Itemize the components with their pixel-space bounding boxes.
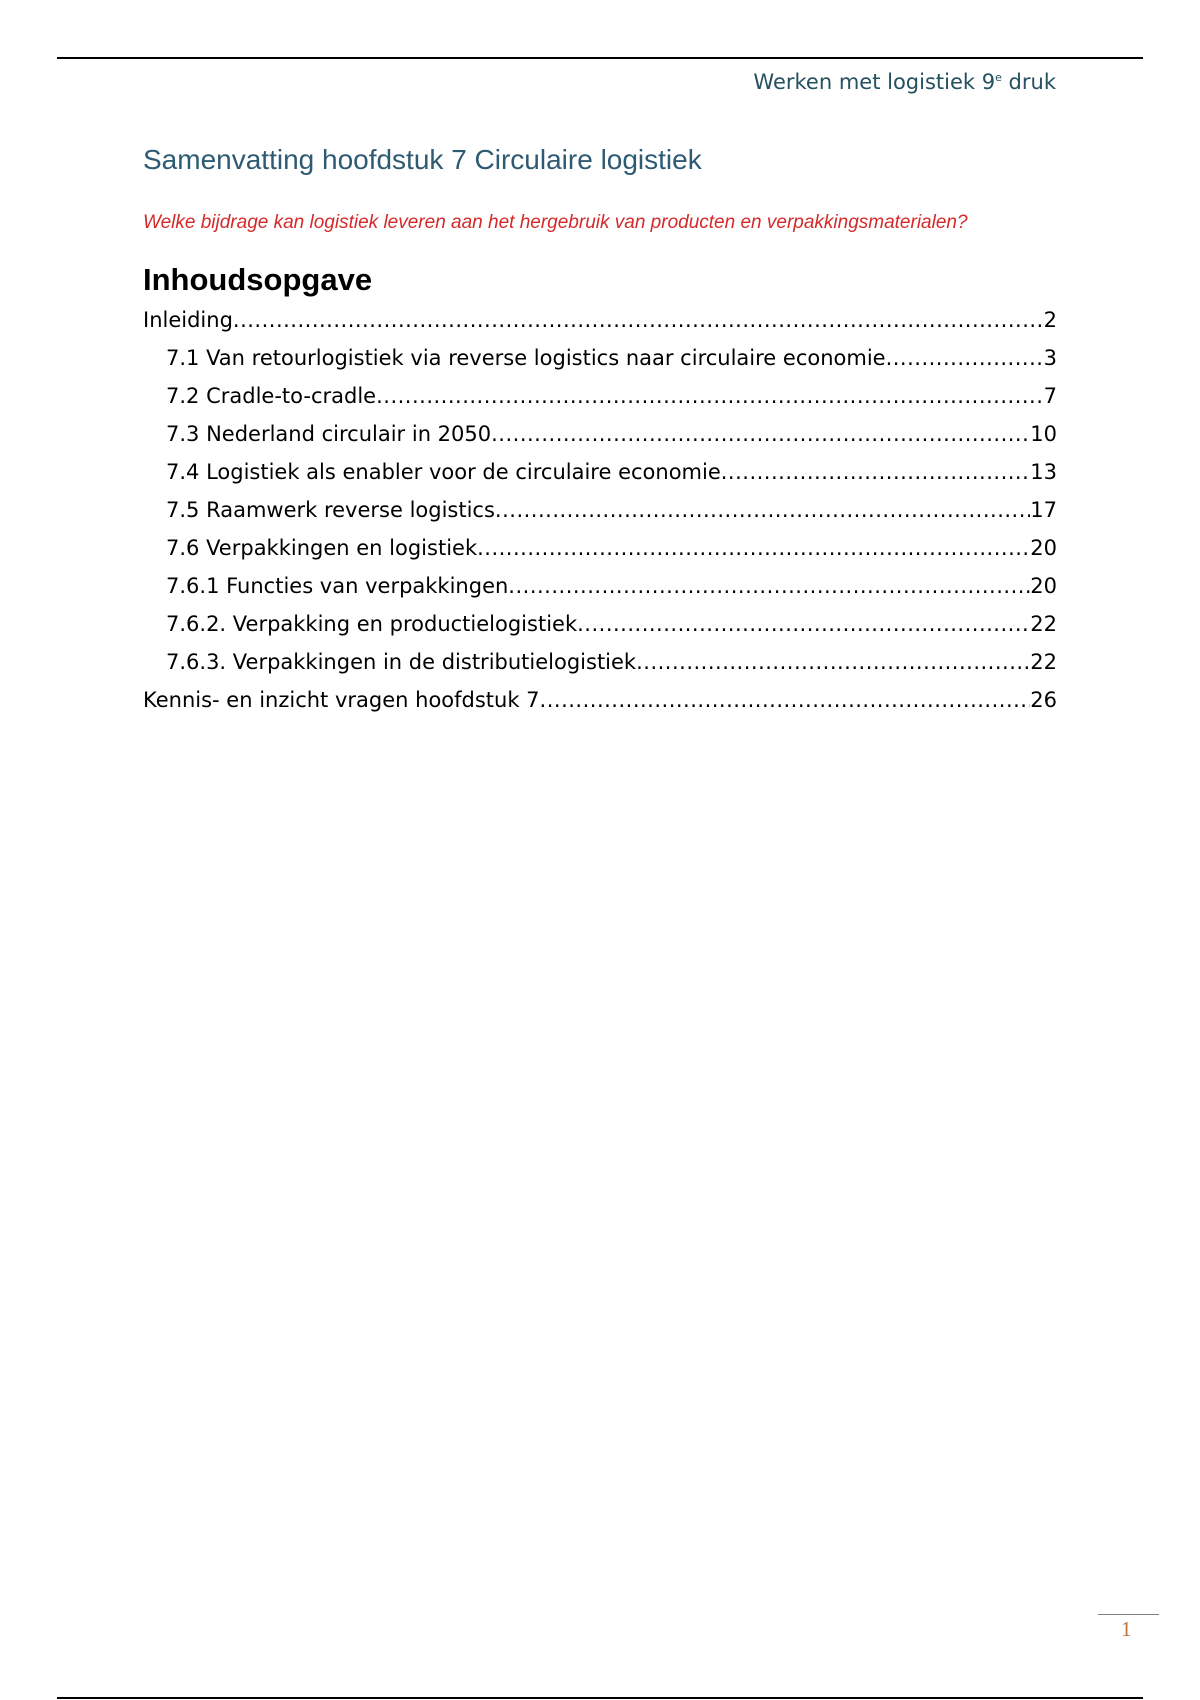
toc-entry[interactable] <box>143 688 1057 726</box>
toc-entry-label: 7.3 Nederland circulair in 2050 <box>166 422 492 446</box>
toc-entry-page: 22 <box>1030 612 1057 636</box>
toc-dot-leader <box>376 384 1044 408</box>
toc-entry[interactable] <box>143 612 1057 650</box>
toc-entry-page: 10 <box>1030 422 1057 446</box>
toc-dot-leader <box>540 688 1031 712</box>
page-number-rule <box>1098 1614 1159 1615</box>
toc-heading: Inhoudsopgave <box>143 262 373 297</box>
header-rule <box>57 57 1143 59</box>
toc-entry-label: 7.6.1 Functies van verpakkingen <box>166 574 509 598</box>
toc-dot-leader <box>495 498 1030 522</box>
toc-entry[interactable] <box>143 574 1057 612</box>
toc-entry[interactable] <box>143 650 1057 688</box>
toc-entry-page: 20 <box>1030 536 1057 560</box>
toc-entry-label: 7.6 Verpakkingen en logistiek <box>166 536 478 560</box>
toc-entry-label: Inleiding <box>143 308 233 332</box>
toc-entry-page: 17 <box>1030 498 1057 522</box>
toc-dot-leader <box>491 422 1030 446</box>
toc-entry-label: 7.5 Raamwerk reverse logistics <box>166 498 495 522</box>
toc-dot-leader <box>577 612 1030 636</box>
toc-entry-page: 22 <box>1030 650 1057 674</box>
footer-rule <box>57 1697 1143 1699</box>
toc-entry[interactable] <box>143 536 1057 574</box>
toc-entry-label: Kennis- en inzicht vragen hoofdstuk 7 <box>143 688 540 712</box>
toc-entry-label: 7.6.3. Verpakkingen in de distributielogistiek <box>166 650 637 674</box>
toc-entry-label: 7.4 Logistiek als enabler voor de circulaire economie <box>166 460 721 484</box>
toc-entry-page: 2 <box>1043 308 1057 332</box>
toc-dot-leader <box>886 346 1044 370</box>
toc-entry-page: 26 <box>1030 688 1057 712</box>
toc-dot-leader <box>721 460 1031 484</box>
toc-entry[interactable] <box>143 384 1057 422</box>
running-header-text: Werken met logistiek 9 <box>753 70 996 94</box>
toc-entry-label: 7.2 Cradle-to-cradle <box>166 384 377 408</box>
toc-entry[interactable] <box>143 460 1057 498</box>
toc-entry-label: 7.6.2. Verpakking en productielogistiek <box>166 612 578 636</box>
toc-entry-page: 3 <box>1043 346 1057 370</box>
toc-dot-leader <box>636 650 1030 674</box>
toc-entry[interactable] <box>143 346 1057 384</box>
chapter-question: Welke bijdrage kan logistiek leveren aan het hergebruik van producten en verpakkingsmaterialen? <box>143 212 968 233</box>
toc-entry-page: 13 <box>1030 460 1057 484</box>
toc-entry[interactable] <box>143 498 1057 536</box>
running-header-suffix: druk <box>1001 70 1056 94</box>
page-number: 1 <box>1121 1617 1132 1641</box>
running-header-superscript: e <box>995 71 1002 84</box>
running-header <box>753 70 1056 94</box>
toc-dot-leader <box>233 308 1044 332</box>
toc-entry-page: 7 <box>1043 384 1057 408</box>
toc-dot-leader <box>508 574 1030 598</box>
toc-dot-leader <box>477 536 1030 560</box>
toc-entry-page: 20 <box>1030 574 1057 598</box>
table-of-contents <box>143 308 1057 726</box>
document-title: Samenvatting hoofdstuk 7 Circulaire logistiek <box>143 144 702 175</box>
toc-entry[interactable] <box>143 308 1057 346</box>
toc-entry[interactable] <box>143 422 1057 460</box>
toc-entry-label: 7.1 Van retourlogistiek via reverse logistics naar circulaire economie <box>166 346 886 370</box>
